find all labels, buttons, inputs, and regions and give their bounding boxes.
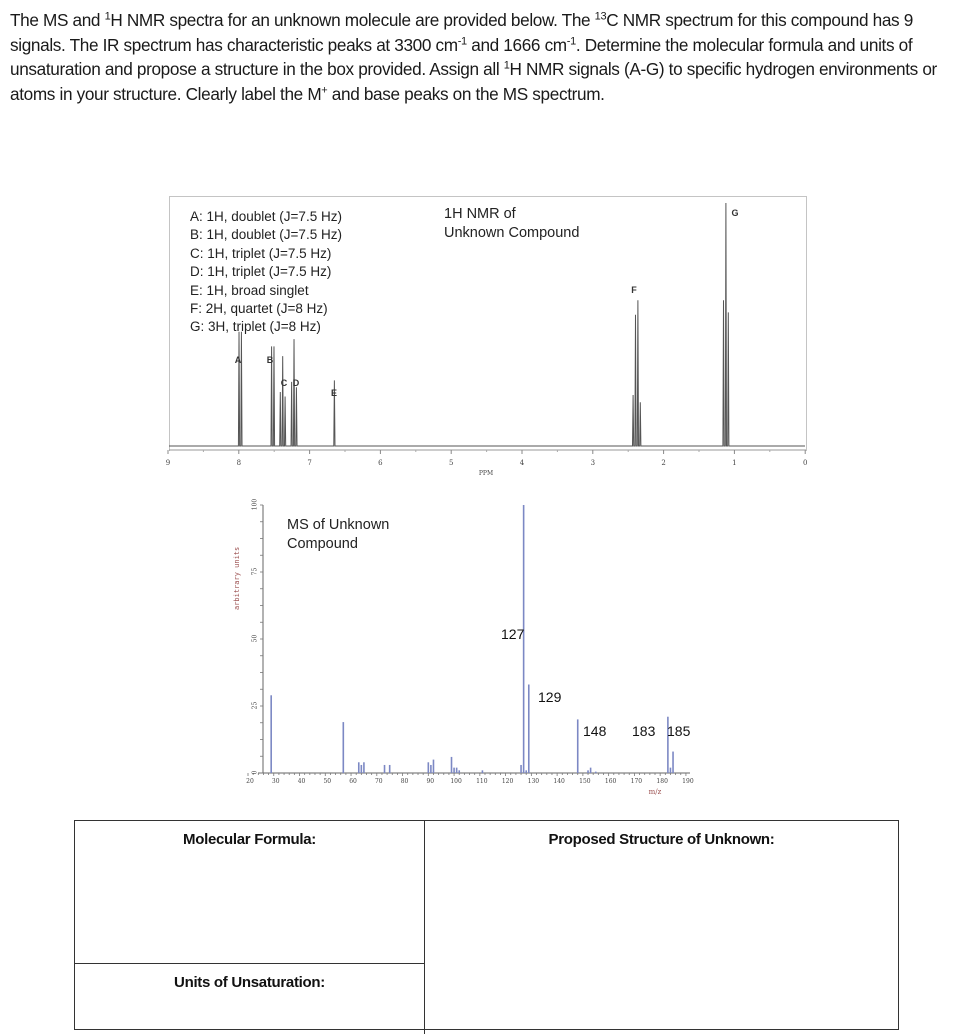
ms-x-tick-label: 70 xyxy=(374,778,383,785)
proposed-structure-label: Proposed Structure of Unknown: xyxy=(548,831,775,848)
nmr-tick-label: 9 xyxy=(165,459,171,467)
nmr-tick-label: 6 xyxy=(378,459,383,467)
ms-ylabel: arbitrary units xyxy=(233,546,241,610)
nmr-peak-label-b: B xyxy=(266,355,274,365)
nmr-title: 1H NMR of Unknown Compound xyxy=(444,206,580,241)
ms-y-tick-label: 0 xyxy=(251,770,259,775)
ms-x-tick-label: 150 xyxy=(579,778,591,785)
ms-x-tick-label: 100 xyxy=(450,778,462,785)
answer-table xyxy=(74,820,899,1030)
molecular-formula-box[interactable] xyxy=(75,821,425,964)
ms-x-tick-label: 180 xyxy=(656,778,668,785)
ms-title: MS of Unknown Compound xyxy=(287,517,390,552)
ms-peak-label-183: 183 xyxy=(632,723,656,739)
proposed-structure-box[interactable] xyxy=(425,821,898,1031)
nmr-tick-label: 4 xyxy=(519,459,525,467)
ms-peak-label-127: 127 xyxy=(501,626,525,642)
ms-x-tick-label: 130 xyxy=(527,778,540,785)
ms-x-tick-label: 30 xyxy=(271,778,280,785)
ms-x-tick-label: 50 xyxy=(323,778,332,785)
ms-peak-label-129: 129 xyxy=(538,689,562,705)
nmr-tick-label: 7 xyxy=(307,459,312,467)
ms-x-tick-label: 120 xyxy=(501,778,514,785)
nmr-peak-label-g: G xyxy=(731,208,739,218)
nmr-peak-label-d: D xyxy=(292,378,300,388)
ms-x-tick-label: 60 xyxy=(349,778,357,785)
ms-x-tick-label: 110 xyxy=(476,778,488,785)
legend-item-g: G: 3H, triplet (J=8 Hz) xyxy=(190,319,321,335)
ms-x-tick-label: 80 xyxy=(400,778,409,785)
ms-xlabel: m/z xyxy=(648,788,662,796)
ms-y-tick-label: 25 xyxy=(251,701,259,710)
ms-y-tick-label: 50 xyxy=(251,634,259,643)
legend-item-c: C: 1H, triplet (J=7.5 Hz) xyxy=(190,245,332,261)
ms-x-tick-label: 160 xyxy=(604,778,617,785)
legend-item-d: D: 1H, triplet (J=7.5 Hz) xyxy=(190,264,332,280)
nmr-peak-label-c: C xyxy=(280,378,288,388)
legend-item-b: B: 1H, doublet (J=7.5 Hz) xyxy=(190,227,342,243)
ms-peak-label-185: 185 xyxy=(667,723,691,739)
legend-item-f: F: 2H, quartet (J=8 Hz) xyxy=(190,301,328,317)
legend-item-a: A: 1H, doublet (J=7.5 Hz) xyxy=(190,209,342,224)
question-text: The MS and $^1$H NMR spectra for an unknown molecule are provided below. The $^{13}$C NMR spectrum for this compound has 9 signals. The IR spectrum has characteristic peaks at 3300 $cm^{-1}$ and 1666 $cm^{-1}$. Determine the molecular formula and units of unsaturation and propose a structure in the box provided. Assign all $^1$H NMR signals (A-G) to specific hydrogen environments or atoms in your structure. Clearly label the M+ and base peaks on the MS spectrum. xyxy=(10,10,937,104)
nmr-xlabel: PPM xyxy=(478,470,494,477)
ms-y-tick-label: 100 xyxy=(251,498,259,511)
ms-x-tick-label: 170 xyxy=(630,778,643,785)
nmr-peak-label-a: A xyxy=(234,355,242,365)
nmr-peak-label-e: E xyxy=(330,388,338,398)
ms-x-tick-label: 190 xyxy=(682,778,694,785)
nmr-tick-label: 2 xyxy=(661,459,666,467)
ms-x-tick-label: 40 xyxy=(297,778,306,785)
nmr-tick-label: 3 xyxy=(590,459,596,467)
ms-peak-label-148: 148 xyxy=(583,723,607,739)
ms-x-tick-label: 90 xyxy=(426,778,435,785)
nmr-tick-label: 1 xyxy=(732,459,737,467)
nmr-peak-label-f: F xyxy=(631,285,637,295)
ms-x-tick-label: 20 xyxy=(246,778,254,785)
ms-y-tick-label: 75 xyxy=(251,567,259,576)
legend-item-e: E: 1H, broad singlet xyxy=(190,282,309,298)
ms-x-tick-label: 140 xyxy=(553,778,565,785)
nmr-tick-label: 0 xyxy=(802,459,808,467)
units-of-unsaturation-label: Units of Unsaturation: xyxy=(174,974,325,991)
molecular-formula-label: Molecular Formula: xyxy=(183,831,316,848)
nmr-tick-label: 8 xyxy=(236,459,242,467)
nmr-tick-label: 5 xyxy=(448,459,454,467)
